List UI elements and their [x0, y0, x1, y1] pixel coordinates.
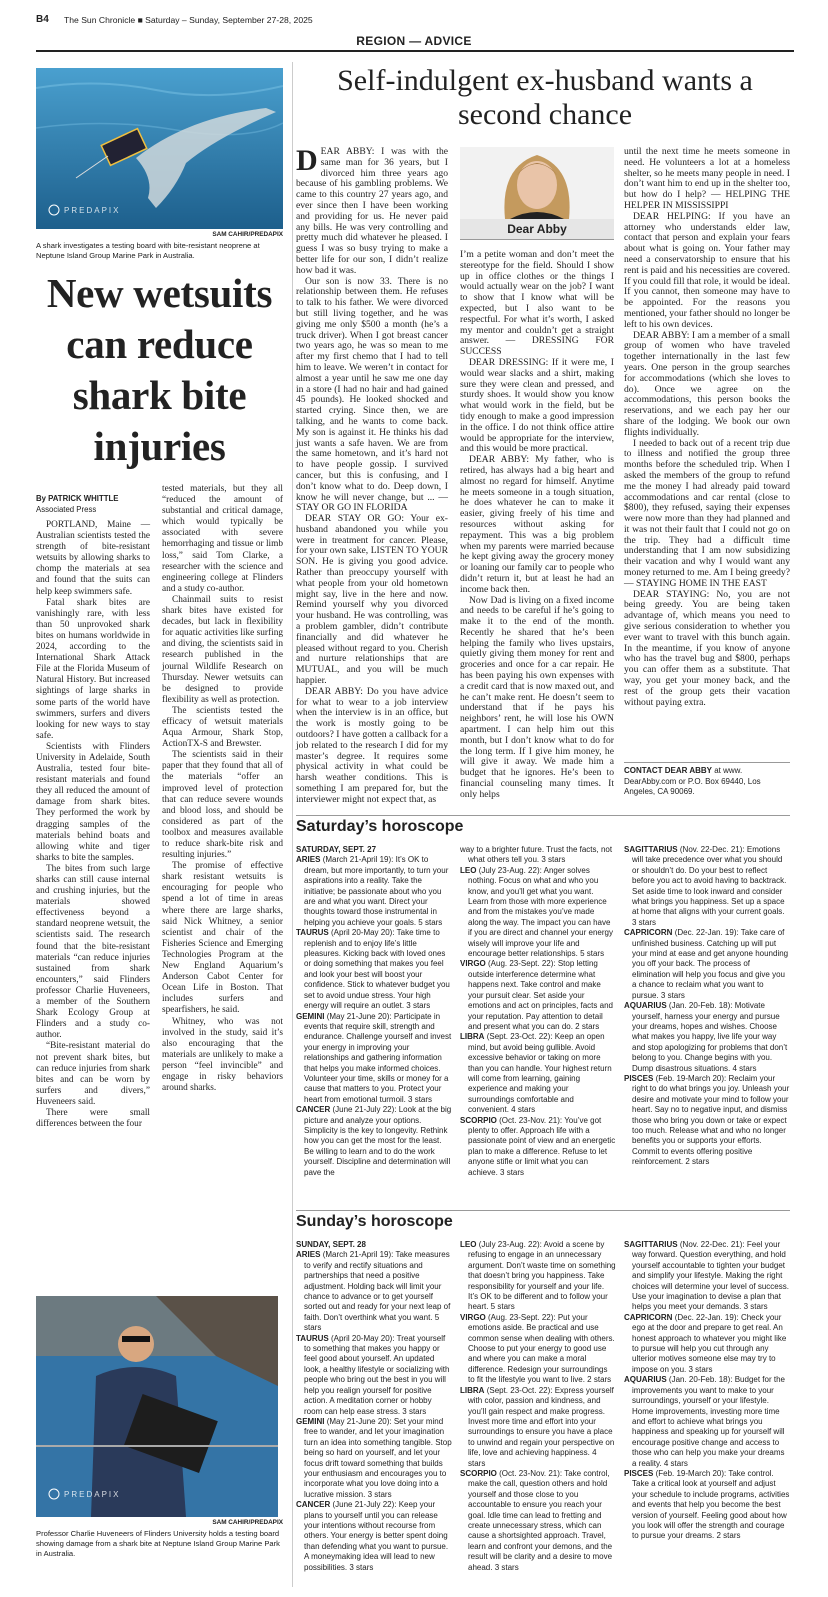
shark-illustration [36, 68, 283, 229]
paragraph: DEAR STAYING: No, you are not being greedy. You are being taken advantage of, which means you need to give serious consideration to whether you ever want to travel with this bunch again. In the meantime, if you know of anyone who has the travel bug and $800, perhaps you can offer them as a substitute. That way, you get your money back, and the rest of the group gets their vacation without paying extra. [624, 588, 790, 708]
contact-label: CONTACT DEAR ABBY [624, 766, 712, 775]
horoscope-entry: way to a brighter future. Trust the facts, not what others tell you. 3 stars [460, 845, 613, 865]
paragraph: “Bite-resistant material do not prevent shark bites, but can reduce injuries from shark bites and can be worn by surfers and divers,” Huveneers said. [36, 1041, 150, 1107]
paragraph: DEAR ABBY: I am a member of a small group of women who have traveled together internationally in the last few years. One person in the group searches for accommodations (which she loves to do). Once we agree on the accommodations, this person books the reservations, and we each pay her our share of the lodging. We book our own flights individually. [624, 329, 790, 438]
horoscope-entry: GEMINI (May 21-June 20): Participate in events that require skill, strength and endurance. Challenge yourself and invest your energy in improving your relationships and gathering information that helps you make informed choices. Volunteer your time, skills or money for a cause that matters to you. Protect your heart from emotional turmoil. 3 stars [296, 1011, 452, 1104]
shark-photo [36, 68, 283, 229]
drop-cap: D [296, 144, 318, 177]
horoscope-rule [296, 1210, 790, 1211]
agency: Associated Press [36, 505, 97, 514]
paragraph: Our son is now 33. There is no relationship between them. He refuses to talk to his father. We were divorced but still living together, and he was giving me only $500 a month (he’s a truck driver). When I got breast cancer two years ago, he was so mean to me after my first chemo that I had to tell him to leave. We weren’t in contact for almost a year until he saw me one day in a store (I had no hair and had gained 45 pounds). He looked shocked and started crying. Since then, we are talking, and he wants to come back. My son is against it. He thinks his dad just wants a safe haven. We are from the same hometown, and it’s hard not to have people gossip. I survived cancer, but this is confusing, and I don’t know what to do. Deep down, I know he will never change, but ... — STAY OR GO IN FLORIDA [296, 275, 448, 514]
column-divider [292, 62, 293, 1587]
horoscope-entry: AQUARIUS (Jan. 20-Feb. 18): Budget for the improvements you want to make to your surroundings, yourself or your lifestyle. Home improvements, investing more time and effort to achieve what brings you happiness and speaking up for yourself will encourage positive change and access to those who can help you make your dreams a reality. 4 stars [624, 1375, 785, 1468]
horoscope-entry: LEO (July 23-Aug. 22): Anger solves nothing. Focus on what and who you know, and you’ll get what you want. Learn from those with more experience and from the mistakes you’ve made along the way. The impact you can have if you are direct and channel your energy wisely will improve your life and encourage better relationships. 5 stars [460, 865, 613, 959]
researcher-illustration [36, 1296, 278, 1517]
paragraph: The bites from such large sharks can still cause internal and crushing injuries, but the materials showed effectiveness beyond a standard neoprene wetsuit, the scientists said. The research found that the bite-resistant materials “can reduce injuries sustained from shark encounters,” said Flinders professor Charlie Huveneers, a member of the Southern Shark Ecology Group at Flinders and a study co-author. [36, 863, 150, 1041]
horoscope-entry: SCORPIO (Oct. 23-Nov. 21): You’ve got plenty to offer. Approach life with a passionate point of view and an energetic plan to make a difference. Refuse to let anyone stifle or limit what you can achieve. 3 stars [460, 1115, 616, 1177]
paragraph: There were small differences between the four [36, 1107, 150, 1130]
paragraph: The scientists said in their paper that they found that all of the materials “offer an improved level of protection that can reduce severe wounds and blood loss, and should be considered as part of the toolbox and measures available to reduce shark-bite risk and resulting injuries.” [162, 750, 283, 861]
paragraph: The promise of effective shark resistant wetsuits is encouraging for people who spend a lot of time in areas where there are large sharks, said Nick Whitney, a senior scientist and chair of the Fisheries Science and Emerging Technologies Program at the New England Aquarium’s Anderson Cabot Center for Ocean Life in Boston. That includes surfers and spearfishers, he said. [162, 861, 283, 1016]
horoscope-entry: ARIES (March 21-April 19): It’s OK to dream, but more importantly, to turn your aspirations into a reality. Take the initiative; be passionate about who you are and what you want. Direct your thoughts toward those instrumental in helping you achieve your goals. 5 stars [296, 855, 449, 927]
researcher-photo [36, 1296, 278, 1517]
shark-column-2 [162, 484, 283, 1094]
horoscope-entry: CANCER (June 21-July 22): Keep your plans to yourself until you can release your intentions without recourse from others. Your energy is better spent doing than defending what you want to pursue. A moneymaking idea will lead to new possibilities. 3 stars [296, 1500, 449, 1572]
horoscope-entry: SAGITTARIUS (Nov. 22-Dec. 21): Feel your way forward. Question everything, and hold yourself accountable to tighten your budget and simplify your lifestyle. Making the right choices will determine your level of success. Use your imagination to devise a plan that helps you meet your demands. 3 stars [624, 1240, 789, 1312]
horoscope-entry: VIRGO (Aug. 23-Sept. 22): Stop letting outside interference determine what happens next. Take control and make your pursuit clear. Set aside your emotions and act on principles, facts and your reputation. Pay attention to detail and present what you can do. 2 stars [460, 959, 613, 1031]
columnist-name: Dear Abby [460, 219, 614, 240]
horoscope-entry: CANCER (June 21-July 22): Look at the big picture and analyze your options. Simplicity is the key to longevity. Rethink how you can get the most for the least. Be willing to learn and to do the work yourself. Discipline and determination will pave the [296, 1105, 452, 1177]
section-title: REGION — ADVICE [356, 34, 472, 48]
horoscope-rule [296, 815, 790, 816]
horoscope-entry: ARIES (March 21-April 19): Take measures to verify and rectify situations and partnerships that need a positive adjustment. Holding back will limit your chance to advance or to get yourself sorted out and ready for your next leap of faith. Don’t overthink what you want. 5 stars [296, 1250, 451, 1333]
paragraph: DEAR STAY OR GO: Your ex-husband abandoned you while you were in treatment for cancer. Please, for your own sake, LISTEN TO YOUR SON. He is giving you good advice. Rather than preoccupy yourself with what people from your old hometown might say, live in the here and now. Remind yourself why you divorced your husband. He was controlling, was a problem gambler, didn’t contribute financially and did whatever he pleased without regard to you. Cherish and nurture relationships that are MUTUAL, and you will be much happier. [296, 513, 448, 687]
horoscope-date: SATURDAY, SEPT. 27 [296, 845, 377, 854]
paragraph: The scientists tested the efficacy of wetsuit materials Aqua Armour, Shark Stop, ActionTX-S and Brewster. [162, 705, 283, 750]
letter-text: EAR ABBY: I was with the same man for 36 years, but I divorced him three years ago because of his gambling problems. We came to this country 27 years ago, and ever since then I have been working and providing for us. He never paid any bills. He was very controlling and pretty much did whatever he pleased. I guess I was so busy trying to make a better life for our son, I didn’t realize how bad it was. [296, 146, 448, 276]
horoscope-entry: GEMINI (May 21-June 20): Set your mind free to wander, and let your imagination turn an idea into something tangible. Stop being so hard on yourself, and let your focus drift toward something that builds your enthusiasm and encourages you to incorporate what you love doing into a lucrative mission. 3 stars [296, 1416, 452, 1499]
paragraph: DEAR ABBY: Do you have advice for what to wear to a job interview when the interview is in an office, but the work is mostly going to be outdoors? I have gotten a callback for a job related to the research I did for my master’s degree. It requires some physical activity in what could be harsh weather conditions. This is something I am prepared for, but the interviewer might not expect that, as [296, 685, 448, 805]
horoscope-entry: AQUARIUS (Jan. 20-Feb. 18): Motivate yourself, harness your energy and pursue your dreams, hopes and wishes. Choose what makes you happy, live life your way and stop apologizing for problems that don’t belong to you. Change begins with you. Dump disastrous situations. 4 stars [624, 1001, 788, 1073]
byline: By PATRICK WHITTLE [36, 494, 119, 503]
photo-watermark: PREDAPIX [64, 1490, 121, 1499]
paragraph: Scientists with Flinders University in Adelaide, South Australia, tested four bite-resistant materials and found they all reduced the amount of damage from shark bites. They performed the work by dragging samples of the materials behind boats and allowing white and tiger sharks to bite the samples. [36, 741, 150, 863]
paragraph: tested materials, but they all “reduced the amount of substantial and critical damage, which would typically be associated with severe hemorrhaging and tissue or limb loss,” said Tom Clarke, a researcher with the science and engineering college at Flinders and a study co-author. [162, 484, 283, 594]
columnist-photo [460, 147, 614, 219]
sunday-horoscope-title: Sunday’s horoscope [296, 1213, 453, 1230]
horoscope-entry: LEO (July 23-Aug. 22): Avoid a scene by refusing to engage in an unnecessary argument. Don’t waste time on something that doesn’t bring you happiness. Take responsibility for yourself and your life. It’s OK to be different and to follow your heart. 5 stars [460, 1240, 616, 1312]
paragraph: PORTLAND, Maine — Australian scientists tested the strength of bite-resistant wetsuits by allowing sharks to chomp the materials at sea and found that the suits can help keep swimmers safe. [36, 520, 150, 597]
sun-horo-col-3 [624, 1240, 790, 1542]
photo2-caption: Professor Charlie Huveneers of Flinders University holds a testing board showing damage from a shark bite at Neptune Island Group Marine Park in Australia. [36, 1529, 280, 1558]
horoscope-entry: TAURUS (April 20-May 20): Treat yourself to something that makes you happy or feel good about yourself. An updated look, a healthy lifestyle or socializing with people who bring out the best in you will help you realign yourself for positive action. A meditation corner or hobby room can help ease stress. 3 stars [296, 1333, 450, 1416]
paragraph: I’m a petite woman and don’t meet the stereotype for the field. Should I show up in office clothes or the things I would actually wear on the job? I want to show that I know what will be expected, but I also want to be respectful. For what it’s worth, I asked my mentor and couldn’t get a straight answer. — DRESSING FOR SUCCESS [460, 249, 614, 358]
paragraph: Fatal shark bites are vanishingly rare, with less than 50 unprovoked shark bites on humans worldwide in 2024, according to the International Shark Attack File at the Florida Museum of Natural History. But increased sightings of large sharks in some parts of the world have swimmers, surfers and divers looking for new ways to stay safe. [36, 597, 150, 741]
paragraph: Chainmail suits to resist shark bites have existed for decades, but lack in flexibility for aquatic activities like surfing and diving, the scientists said in research published in the journal Wildlife Research on Thursday. Newer wetsuits can be designed to provide flexibility as well as protection. [162, 594, 283, 705]
sun-horo-col-2 [460, 1240, 616, 1573]
photo1-caption: A shark investigates a testing board with bite-resistant neoprene at Neptune Island Group Marine Park in Australia. [36, 241, 260, 260]
sun-horo-col-1 [296, 1240, 452, 1573]
paragraph: Now Dad is living on a fixed income and needs to be careful if he’s going to make it to the end of the month. Recently he shared that he’s been helping the family who lives upstairs, quietly giving them money for rent and groceries and once for a car repair. He has been paying his own expenses with a credit card that is now maxed out, and he can’t make rent. He doesn’t seem to understand that if he pays his neighbors’ rent, he will lose his OWN apartment. I can help him out this month, but I don’t know what to do for the long term. If I give him money, he will give it away. We made him a budget that he ignores. He’s been to financial counseling many times. It only helps [460, 594, 614, 800]
sat-horo-col-1 [296, 845, 452, 1178]
advice-column-2 [460, 250, 614, 801]
contact-info [624, 766, 790, 798]
horoscope-entry: PISCES (Feb. 19-March 20): Reclaim your right to do what brings you joy. Unleash your desire and motivate your mind to follow your heart. Say no to negative input, and dismiss those who bring you down or take or expect too much. Release what and who no longer benefits you or supports your efforts. Commit to events offering positive reinforcement. 2 stars [624, 1073, 790, 1167]
horoscope-entry: PISCES (Feb. 19-March 20): Take control. Take a critical look at yourself and adjust your schedule to include programs, activities and events that help you become the best version of yourself. Feeling good about how you look will offer the strength and courage to pursue your dreams. 2 stars [624, 1468, 790, 1541]
page-number: B4 [36, 14, 49, 25]
horoscope-entry: SAGITTARIUS (Nov. 22-Dec. 21): Emotions will take precedence over what you should or shouldn’t do. Do your best to reflect before you act to avoid having to backtrack. Set aside time to look inward and consider what brings you happiness. Set up a space at home that aligns with your current goals. 3 stars [624, 845, 787, 927]
advice-column-3 [624, 147, 790, 708]
paragraph: DEAR ABBY: My father, who is retired, has always had a big heart and almost no regard for himself. Anytime he meets someone in a tough situation, he does whatever he can to make it easier, giving freely of his time and resources without asking for repayment. This was a big problem when my parents were married because he kept giving away the grocery money or loaning our family car to people who didn’t return it, but at least he had an income back then. [460, 454, 614, 595]
advice-headline: Self-indulgent ex-husband wants a second chance [337, 64, 753, 131]
columnist-illustration [460, 147, 614, 219]
sat-horo-col-3 [624, 845, 790, 1168]
sat-horo-col-2 [460, 845, 616, 1178]
paragraph: Whitney, who was not involved in the study, said it’s also encouraging that the materials are unlikely to make a person “feel invincible” and engage in risky behaviors around sharks. [162, 1016, 283, 1094]
shark-column-1 [36, 520, 150, 1130]
horoscope-entry: SCORPIO (Oct. 23-Nov. 21): Take control, make the call, question others and hold yourself and those close to you accountable to ensure you reach your goal. Idle time can lead to fretting and create unnecessary stress, which can cause a shortsighted approach. Travel, learn and confront your demons, and the result will be clarity and a desire to move ahead. 3 stars [460, 1468, 613, 1572]
saturday-horoscope-title: Saturday’s horoscope [296, 818, 464, 835]
horoscope-entry: VIRGO (Aug. 23-Sept. 22): Put your emotions aside. Be practical and use common sense when dealing with others. Choose to put your energy to good use and where you can make a moral difference. Redesign your surroundings to fit the lifestyle you want to live. 2 stars [460, 1312, 615, 1385]
paragraph: I needed to back out of a recent trip due to illness and notified the group three months before the scheduled trip. When I asked the members of the group to refund me the money I had already paid toward accommodations and car rental (close to $800), they refused, saying their expenses were now more than they had planned and it was not their fault that I could not go on the trip. They had a difficult time understanding that I am now subsidizing their vacation and why I would want any money returned to me. Am I being greedy? — STAYING HOME IN THE EAST [624, 437, 790, 589]
contact-text: at www. DearAbby.com or P.O. Box 69440, Los Angeles, CA 90069. [624, 766, 761, 796]
advice-column-1 [296, 144, 448, 806]
photo1-credit: SAM CAHIR/PREDAPIX [212, 231, 283, 238]
paper-dateline: The Sun Chronicle ■ Saturday – Sunday, September 27-28, 2025 [64, 15, 313, 25]
horoscope-entry: TAURUS (April 20-May 20): Take time to replenish and to enjoy life’s little pleasures. Kicking back with loved ones or doing something that makes you feel and look your best will boost your confidence. Stick to whatever budget you set to avoid undue stress. Your high energy will require an outlet. 3 stars [296, 928, 450, 1011]
shark-headline: New wetsuits can reduce shark bite injuries [46, 270, 273, 469]
horoscope-entry: LIBRA (Sept. 23-Oct. 22): Keep an open mind, but avoid being gullible. Avoid excessive behavior or taking on more than you can handle. Your highest return will come from learning, gaining experience and making your surroundings comfortable and convenient. 4 stars [460, 1032, 612, 1115]
paragraph: DEAR HELPING: If you have an attorney who understands elder law, contact that person and explain your fears about what is going on. Your father may need a conservatorship to ensure that his rent is paid and his necessities are covered. If you could fill that role, it would be ideal. If you cannot, then someone may have to be appointed. For the reasons you mentioned, your father should no longer be left to his own devices. [624, 210, 790, 330]
photo2-credit: SAM CAHIR/PREDAPIX [212, 1519, 283, 1526]
paragraph: until the next time he meets someone in need. He volunteers a lot at a homeless shelter, so he meets many people in need. I don’t want him to end up in the shelter too, but how do I help? — HELPING THE HELPER IN MISSISSIPPI [624, 146, 790, 211]
horoscope-entry: CAPRICORN (Dec. 22-Jan. 19): Take care of unfinished business. Catching up will put your mind at ease and get anyone hounding you off your back. The process of elimination will help you focus and give you a chance to reclaim what you want to pursue. 3 stars [624, 928, 789, 1000]
horoscope-entry: CAPRICORN (Dec. 22-Jan. 19): Check your ego at the door and prepare to get real. An honest approach to whatever you might like to pursue will help you cut through any ulterior motives someone else may try to impose on you. 3 stars [624, 1312, 787, 1374]
horoscope-entry: LIBRA (Sept. 23-Oct. 22): Express yourself with color, passion and kindness, and you’ll gain respect and make progress. Invest more time and effort into your surroundings to ensure you have a place to unwind and regain your perspective on life, love and achieving happiness. 4 stars [460, 1385, 615, 1468]
photo-watermark: PREDAPIX [64, 206, 121, 215]
horoscope-date: SUNDAY, SEPT. 28 [296, 1240, 366, 1249]
paragraph: DEAR DRESSING: If it were me, I would wear slacks and a shirt, making sure they were clean and pressed, and sturdy shoes. It would show you know what would work in the field, but be tidy enough to make a good impression in the office. I do not think office attire would be appropriate for the interview, and this would be more practical. [460, 356, 614, 455]
header-rule [36, 50, 794, 52]
contact-rule [624, 762, 790, 763]
